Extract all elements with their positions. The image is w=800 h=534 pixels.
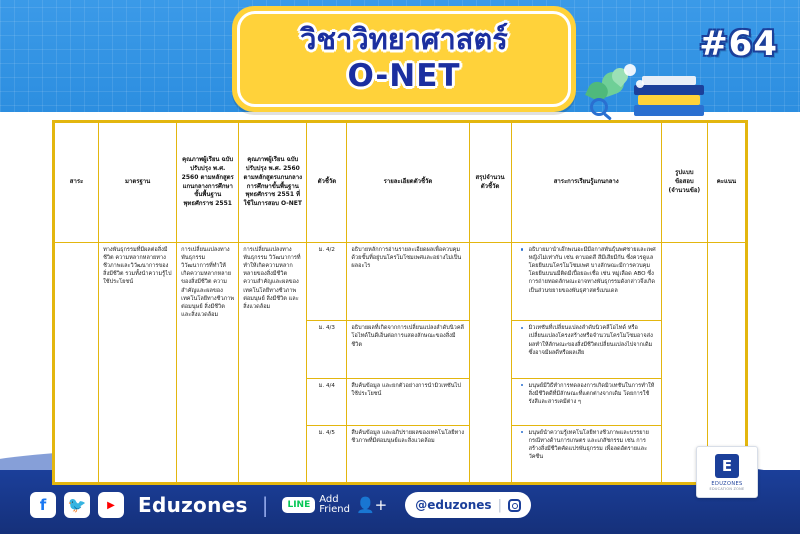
cell-quality-onet: การเปลี่ยนแปลงทางพันธุกรรม วิวัฒนาการที่ทำให้เกิดความหลากหลายของสิ่งมีชีวิต ความสำคัญและผลของเทคโนโลยีทางชีวภาพต่อมนุษย์ สิ่งมีชีวิต และสิ่งแวดล้อม [239, 243, 307, 483]
footer-divider: | [261, 493, 269, 517]
indicator-table-wrapper [52, 120, 748, 485]
cell-quality-2551: การเปลี่ยนแปลงทางพันธุกรรม วิวัฒนาการที่ทำให้เกิดความหลากหลายของสิ่งมีชีวิต ความสำคัญและผลของเทคโนโลยีทางชีวภาพต่อมนุษย์ สิ่งมีชีวิต และสิ่งแวดล้อม [177, 243, 239, 483]
cell-core [511, 321, 661, 378]
year-badge: #64 [699, 24, 778, 64]
col-header-format: รูปแบบข้อสอบ (จำนวนข้อ) [661, 123, 707, 243]
core-bullet: อธิบายมานำเอ๊กพเนอะมีมีอกาสพันธ์ุนพศชายและเพศหญิงไม่เท่ากัน เช่น ตาบอดสี สีมีเสียมีกัน ซึ่งควรดูแลโดยยีนบนโครโมโซมเพศ บางลักษณะมีการควบคุมโดยยีนบนนมีติดมีเปื่อยอะเชื่อ เช่น หมู่เลือด ABO ซึ่งการถ่ายทอดลักษณะอาจทางพันธุกรรมดังกล่าวจึงเกิดเป็นส่วนขยายของพันธุศาสตร์เมนเดล [524, 246, 657, 295]
cell-indicator: ม. 4/2 [307, 243, 347, 321]
facebook-icon[interactable]: f [30, 492, 56, 518]
add-friend-icon[interactable]: 👤+ [356, 496, 388, 514]
core-bullet: มนุษย์นำความรู้เทคโนโลยีทางชีวภาพและบรรยายกรณีทางด้านการเกษตร และเภสัชกรรม เช่น การสร้างสิ่งมีชีวิตคัดแปรพันธุกรรม เพื่อลดอัตรายและวัคซีน [524, 429, 657, 461]
cell-sum [469, 243, 511, 483]
cell-detail: สืบค้นข้อมูล และอภิปรายผลของเทคโนโลยีทางชีวภาพที่มีต่อมนุษย์และสิ่งแวดล้อม [347, 425, 469, 482]
col-header-sum: สรุปจำนวนตัวชี้วัด [469, 123, 511, 243]
page-subtitle: O-NET [347, 57, 461, 94]
col-header-detail: รายละเอียดตัวชี้วัด [347, 123, 469, 243]
social-handle-pill[interactable] [405, 492, 531, 518]
instagram-icon[interactable] [508, 499, 521, 512]
line-add-line1: Add [319, 493, 339, 505]
col-header-indicator: ตัวชี้วัด [307, 123, 347, 243]
cell-core [511, 243, 661, 321]
cell-indicator: ม. 4/4 [307, 378, 347, 425]
twitter-icon[interactable]: 🐦 [64, 492, 90, 518]
social-handle: @eduzones [415, 498, 492, 512]
page-title: วิชาวิทยาศาสตร์ [300, 22, 508, 57]
line-add-friend[interactable] [282, 495, 387, 516]
line-add-line2: Friend [319, 504, 350, 515]
cell-indicator: ม. 4/3 [307, 321, 347, 378]
youtube-icon[interactable]: ▶ [98, 492, 124, 518]
eduzones-logo-mark: E [715, 454, 739, 478]
col-header-quality-2551: คุณภาพผู้เรียน ฉบับปรับปรุง พ.ศ. 2560 ตามหลักสูตรแกนกลางการศึกษาขั้นพื้นฐาน พุทธศักราช 2551 [177, 123, 239, 243]
core-bullet: มิวเทชันที่เปลี่ยนแปลงลำดับนิวคลีโอไทด์ หรือเปลี่ยนแปลงโครงสร้างหรือจำนวนโครโมโซมอาจส่งผลทำให้ลักษณะของสิ่งมีชีวิตเปลี่ยนแปลงไปจากเดิม ซึ่งอาจมีผลดีหรือผลเสีย [524, 324, 657, 356]
line-icon[interactable]: LINE [282, 497, 315, 513]
col-header-core: สาระการเรียนรู้แกนกลาง [511, 123, 661, 243]
cell-detail: อธิบายผลที่เกิดจากการเปลี่ยนแปลงลำดับนิวคลีโอไทด์ในดีเอ็นต่อการแสดงลักษณะของสิ่งมีชีวิต [347, 321, 469, 378]
indicator-table [54, 122, 746, 483]
decorative-books-plant [584, 44, 704, 116]
cell-detail: สืบค้นข้อมูล และยกตัวอย่างการนำมิวเทชันไปใช้ประโยชน์ [347, 378, 469, 425]
magnifier-icon [590, 98, 608, 116]
col-header-score: คะแนน [707, 123, 745, 243]
cell-standard: ทางพันธุกรรมที่มีผลต่อสิ่งมีชีวิต ความหลากหลายทางชีวภาพและวิวัฒนาการของสิ่งมีชีวิต รวมทั้งนำความรู้ไปใช้ประโยชน์ [99, 243, 177, 483]
footer-bar [0, 476, 800, 534]
title-banner [232, 6, 576, 112]
handle-separator: | [497, 497, 502, 513]
col-header-sara: สาระ [55, 123, 99, 243]
cell-core [511, 425, 661, 482]
eduzones-logo-name: EDUZONES [711, 480, 743, 487]
table-header-row [55, 123, 746, 243]
col-header-quality-onet: คุณภาพผู้เรียน ฉบับปรับปรุง พ.ศ. 2560 ตามหลักสูตรแกนกลางการศึกษาขั้นพื้นฐาน พุทธศักราช 2551 ที่ใช้ในการสอบ O-NET [239, 123, 307, 243]
cell-core [511, 378, 661, 425]
table-row [55, 243, 746, 321]
cell-indicator: ม. 4/5 [307, 425, 347, 482]
cell-sara [55, 243, 99, 483]
brand-name: Eduzones [138, 493, 248, 517]
col-header-standard: มาตรฐาน [99, 123, 177, 243]
eduzones-logo-sub: EDUCATION ZONE [709, 486, 745, 491]
core-bullet: มนุษย์มีวิธีทำการทดลองการเกิดมิวเทชันในการทำให้สิ่งมีชีวิตดีที่มีลักษณะที่แตกต่างจากเดิม โดยการใช้รังสีและสารเคมีต่าง ๆ [524, 382, 657, 406]
cell-detail: อธิบายหลักการอ่านรายละเอียดผลเพื่อควบคุมด้วยขั้นที่อยู่บนโครโมโซมเพศและอย่างไม่เป็นผลอะไร [347, 243, 469, 321]
